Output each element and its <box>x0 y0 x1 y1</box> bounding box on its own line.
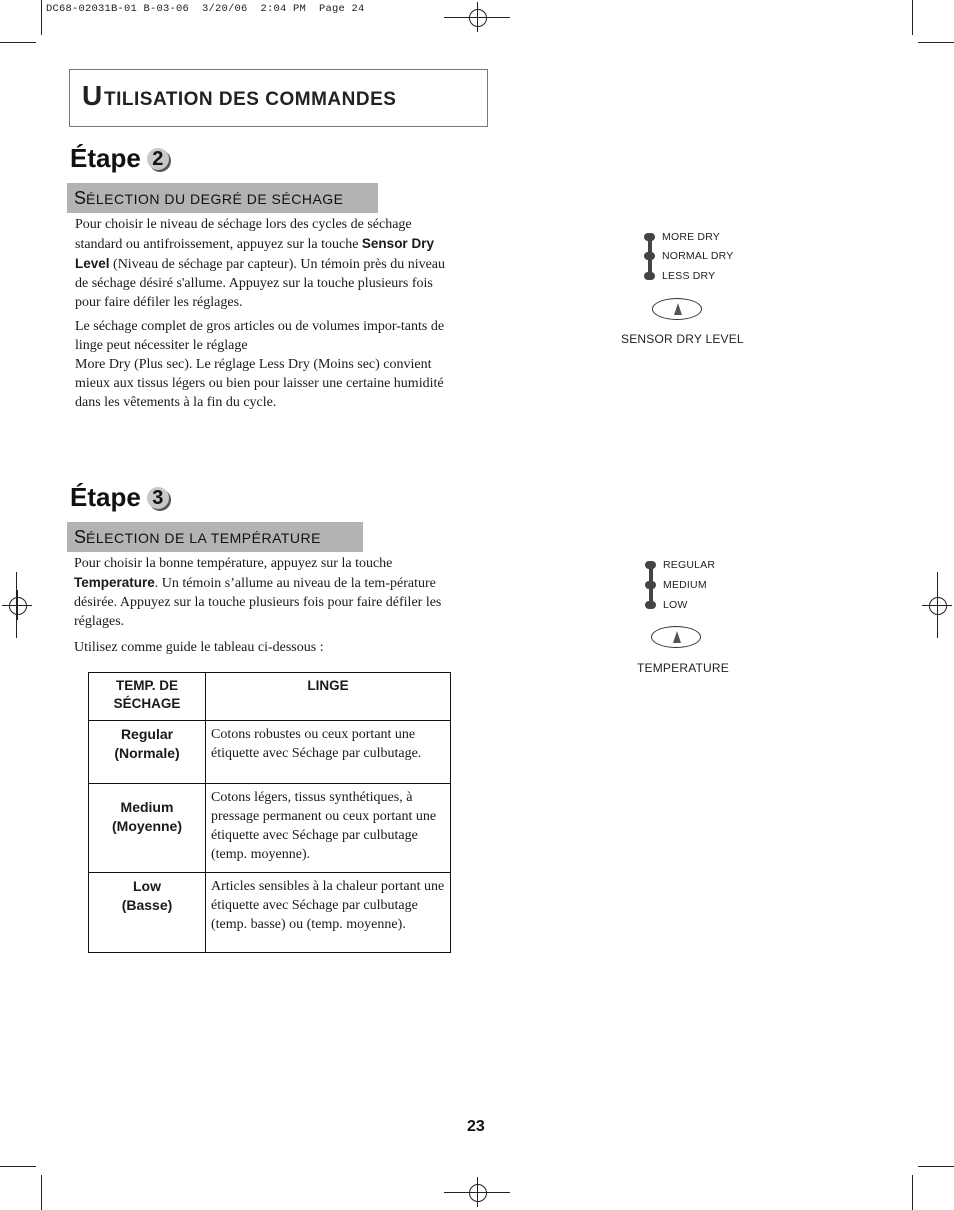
table-row <box>89 721 451 784</box>
sensor-dry-level-button[interactable] <box>652 298 702 320</box>
linge-cell: Cotons légers, tissus synthétiques, à pressage permanent ou ceux portant une étiquette avec Séchage par culbutage (temp. moyenne). <box>206 784 451 873</box>
level-label: MEDIUM <box>663 579 707 591</box>
table-row <box>89 784 451 873</box>
step3-section-bar <box>67 522 363 552</box>
step3-heading <box>70 482 169 513</box>
text: (Niveau de séchage par capteur). Un témoin près du niveau de séchage désiré s'allume. Appuyez sur la touche plusieurs fois pour faire défiler les réglages. <box>75 257 446 310</box>
page-title: TILISATION DES COMMANDES <box>104 89 397 110</box>
step2-number: 2 <box>147 148 169 170</box>
temperature-panel <box>637 556 781 681</box>
temp-cell <box>89 721 206 784</box>
crop-mark <box>918 1166 954 1167</box>
temperature-term: Temperature <box>74 575 155 590</box>
level-label: MORE DRY <box>662 231 720 243</box>
step3-section-initial: S <box>74 527 87 547</box>
temp-name-fr: (Normale) <box>114 745 180 761</box>
crop-mark <box>912 0 913 35</box>
table-row <box>89 873 451 953</box>
crop-mark <box>918 42 954 43</box>
sensor-dry-level-term: Sensor Dry Level <box>75 236 434 271</box>
sensor-dry-level-panel <box>621 228 780 353</box>
linge-cell: Cotons robustes ou ceux portant une étiquette avec Séchage par culbutage. <box>206 721 451 784</box>
step2-section-initial: S <box>74 188 87 208</box>
table-header-row <box>89 673 451 721</box>
registration-mark-icon <box>2 590 32 620</box>
registration-mark-icon <box>922 590 952 620</box>
text: More Dry (Plus sec). Le réglage Less Dry (Moins sec) convient mieux aux tissus légers ou bien pour laisser une certaine humidité dans les vêtements à la fin du cycle. <box>75 357 444 410</box>
level-label: LESS DRY <box>662 270 716 282</box>
page-number: 23 <box>467 1118 485 1135</box>
step3-section-title: ÉLECTION DE LA TEMPÉRATURE <box>86 530 321 546</box>
crop-mark <box>444 1192 510 1193</box>
temp-name: Regular <box>120 726 174 742</box>
crop-mark <box>0 1166 36 1167</box>
level-label: REGULAR <box>663 559 716 571</box>
text: Le séchage complet de gros articles ou de volumes impor-tants de linge peut nécessiter le réglage <box>75 319 445 353</box>
temp-name-fr: (Basse) <box>121 897 173 913</box>
temperature-label: TEMPERATURE <box>637 661 729 675</box>
text: Pour choisir le niveau de séchage lors des cycles de séchage standard ou antifroissement, appuyez sur la touche <box>75 217 412 252</box>
up-arrow-icon <box>673 631 681 643</box>
level-label: LOW <box>663 599 688 611</box>
step3-paragraph-1 <box>74 554 456 631</box>
step3-label: Étape <box>70 482 141 512</box>
temp-name: Medium <box>120 799 174 815</box>
step2-label: Étape <box>70 143 141 173</box>
temp-name-fr: (Moyenne) <box>112 818 182 834</box>
text: Pour choisir la bonne température, appuyez sur la touche <box>74 556 393 571</box>
step3-paragraph-2: Utilisez comme guide le tableau ci-dessous : <box>74 640 324 655</box>
step2-paragraph-2 <box>75 317 461 412</box>
step3-number: 3 <box>147 487 169 509</box>
level-label: NORMAL DRY <box>662 250 734 262</box>
text: . Un témoin s’allume au niveau de la tem-pérature désirée. Appuyez sur la touche plusieurs fois pour faire défiler les réglages. <box>74 576 442 629</box>
table-header: LINGE <box>206 673 451 721</box>
step2-section-title: ÉLECTION DU DEGRÉ DE SÉCHAGE <box>86 191 344 207</box>
title-initial: U <box>82 80 103 111</box>
led-bar <box>649 564 653 604</box>
temperature-button[interactable] <box>651 626 701 648</box>
crop-mark <box>912 1175 913 1210</box>
linge-cell: Articles sensibles à la chaleur portant une étiquette avec Séchage par culbutage (temp. basse) ou (temp. moyenne). <box>206 873 451 953</box>
temp-cell <box>89 873 206 953</box>
sensor-dry-level-label: SENSOR DRY LEVEL <box>621 332 744 346</box>
crop-mark <box>444 17 510 18</box>
led-bar <box>648 236 652 276</box>
temp-cell <box>89 784 206 873</box>
crop-mark <box>41 0 42 35</box>
crop-mark <box>41 1175 42 1210</box>
step2-section-bar <box>67 183 378 213</box>
step2-heading <box>70 143 169 174</box>
drying-temperature-table <box>88 672 451 953</box>
table-header: TEMP. DE SÉCHAGE <box>89 673 206 721</box>
up-arrow-icon <box>674 303 682 315</box>
step2-paragraph-1 <box>75 215 461 312</box>
crop-mark <box>0 42 36 43</box>
print-header: DC68-02031B-01 B-03-06 3/20/06 2:04 PM Page 24 <box>46 3 365 15</box>
temp-name: Low <box>133 878 161 894</box>
